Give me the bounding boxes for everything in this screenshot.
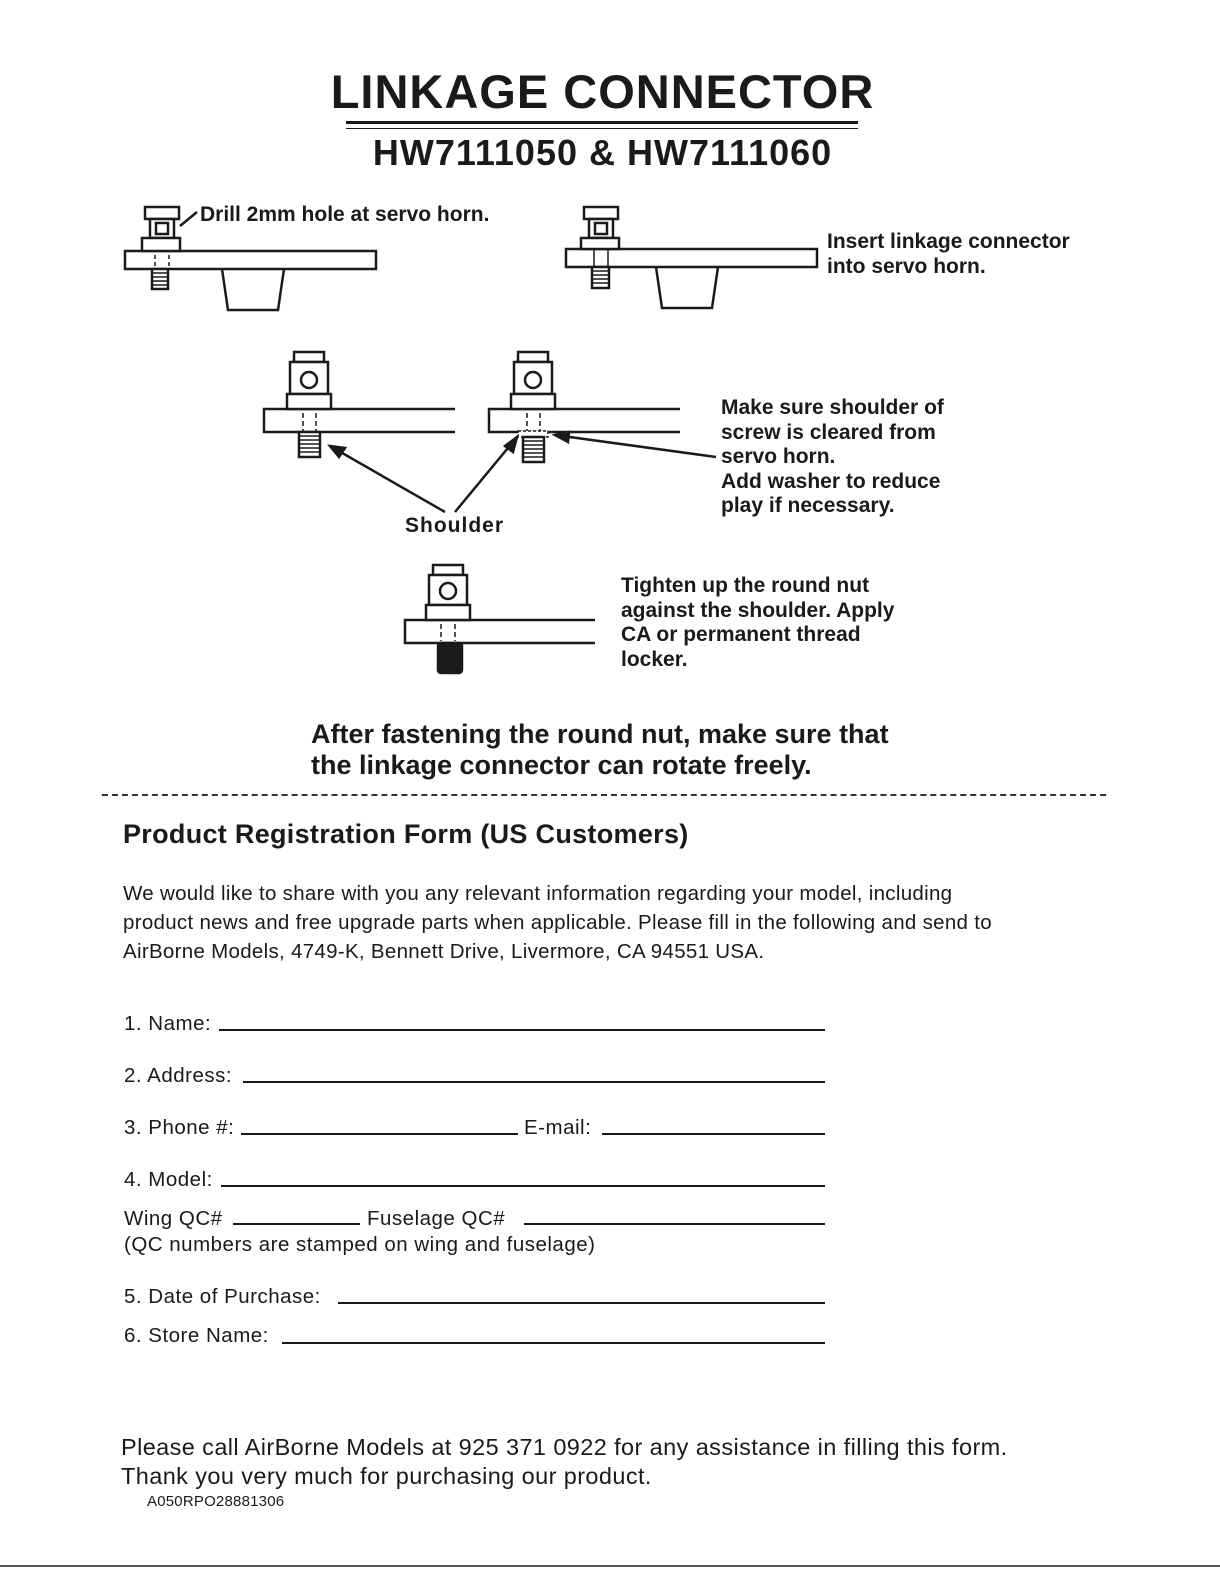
model-field[interactable] [221,1185,825,1187]
fuselage-qc-field[interactable] [524,1223,825,1225]
phone-label: 3. Phone #: [124,1116,235,1139]
form-intro [123,879,992,966]
final-note [311,719,889,781]
step4-line: against the shoulder. Apply [621,598,895,622]
step2-line: into servo horn. [827,254,986,278]
document-code: A050RPO28881306 [147,1493,285,1510]
store-label: 6. Store Name: [124,1324,269,1347]
address-field[interactable] [243,1081,825,1083]
fuselage-qc-label: Fuselage QC# [367,1207,506,1230]
step1-note [200,203,489,228]
wing-qc-label: Wing QC# [124,1207,223,1230]
shoulder-label: Shoulder [405,514,505,537]
cut-line [102,794,1106,796]
servo-horn-diagram-2 [566,207,817,308]
part-numbers: HW7111050 & HW7111060 [372,132,833,173]
date-label: 5. Date of Purchase: [124,1285,321,1308]
store-field[interactable] [282,1342,825,1344]
step1-text: Drill 2mm hole at servo horn. [200,203,490,226]
intro-line: We would like to share with you any relevant information regarding your model, including [123,882,953,905]
step3-line: Add washer to reduce [721,469,941,493]
footer-line: Thank you very much for purchasing our product. [121,1463,652,1489]
shoulder-diagram-right [489,352,680,462]
model-label: 4. Model: [124,1168,213,1191]
qc-note: (QC numbers are stamped on wing and fuselage) [124,1233,596,1256]
intro-line: product news and free upgrade parts when applicable. Please fill in the following and send to [123,911,992,934]
final-note-line: the linkage connector can rotate freely. [311,750,812,780]
email-field[interactable] [602,1133,825,1135]
footer-line: Please call AirBorne Models at 925 371 0922 for any assistance in filling this form. [121,1434,1008,1460]
phone-field[interactable] [241,1133,518,1135]
step3-line: play if necessary. [721,494,895,517]
step4-line: CA or permanent thread [621,623,861,646]
step4-note [621,574,894,672]
step2-note [827,230,1070,279]
form-title: Product Registration Form (US Customers) [123,819,689,849]
title-rule-thick [346,121,858,124]
step4-line: Tighten up the round nut [621,574,870,597]
step2-line: Insert linkage connector [827,230,1070,253]
address-label: 2. Address: [124,1064,233,1087]
wing-qc-field[interactable] [233,1223,360,1225]
step4-line: locker. [621,647,688,671]
step3-line: screw is cleared from [721,420,936,444]
name-field[interactable] [219,1029,825,1031]
page-bottom-edge [0,1565,1220,1567]
name-label: 1. Name: [124,1012,212,1035]
shoulder-diagram-left [264,352,455,457]
title-rule-thin [346,128,858,129]
email-label: E-mail: [524,1116,592,1139]
date-field[interactable] [338,1302,825,1304]
tightened-nut-diagram [405,565,595,673]
page-title: LINKAGE CONNECTOR [330,65,875,118]
step3-note [721,396,944,519]
intro-line: AirBorne Models, 4749-K, Bennett Drive, Livermore, CA 94551 USA. [123,940,765,963]
final-note-line: After fastening the round nut, make sure that [311,719,889,749]
step3-line: Make sure shoulder of [721,396,944,419]
step3-line: servo horn. [721,445,836,468]
footer-note [121,1433,1008,1491]
